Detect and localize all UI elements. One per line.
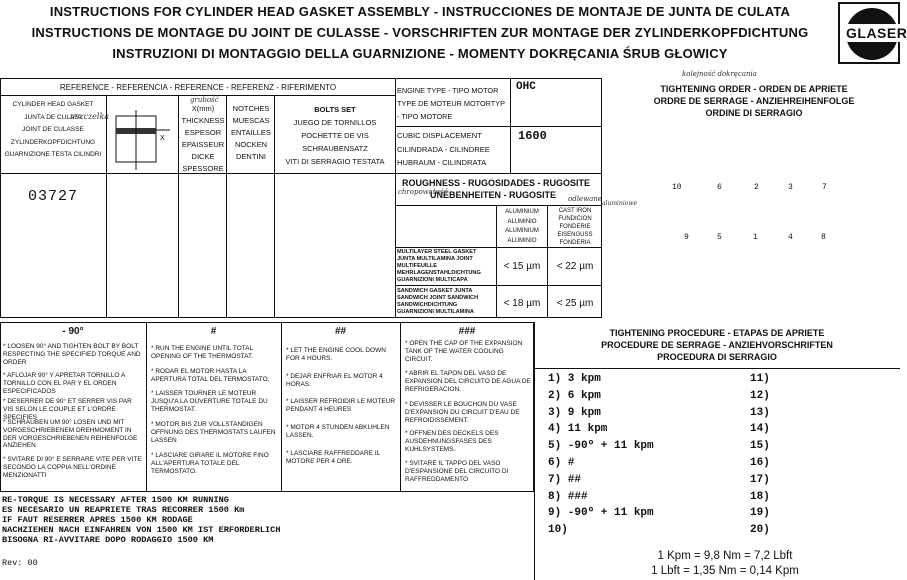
note-col2-item-5: * LASCIARE GIRARE IL MOTORE FINO ALL'APERTURA TOTALE DEL TERMOSTATO. [151, 452, 269, 475]
revision-label: Rev: 00 [2, 558, 38, 568]
procedure-step-9: 9) -90º + 11 kpm [548, 507, 654, 520]
procedure-right-steps [750, 373, 830, 541]
note-col3-item-1: * LET THE ENGINE COOL DOWN FOR 4 HOURS. [286, 347, 386, 362]
cast-iron-label: CAST IRON FUNDICION FONDERIE EISENGUSS FONDERIA [557, 208, 593, 246]
note-col4-title: ### [458, 326, 476, 337]
hand-note-uszczelka: uszczelka [70, 112, 110, 121]
engine-type-value: OHC [516, 81, 536, 93]
note-col2-item-4: * MOTOR BIS ZUR VOLLSTANDIGEN OFFNUNG DES THERMOSTATS LAUFEN LASSEN [151, 421, 276, 444]
multilayer-aluminium-value: < 15 µm [503, 261, 541, 272]
note-col4-item-4: * OFFNEN DES DECKELS DES AUSDEHNUNGSFASES DES KUHLSYSTEMS. [405, 430, 499, 453]
procedure-step-11: 11) [750, 373, 770, 385]
procedure-step-3: 3) 9 kpm [548, 406, 601, 419]
note-col4-item-2: * ABRIR EL TAPON DEL VASO DE EXPANSION DEL CIRCUITO DE AGUA DE REFRIGERACION. [405, 370, 531, 393]
note-col1-item-2: * AFLOJAR 90° Y APRETAR TORNILLO A TORNILLO CON EL PAR Y EL ORDEN ESPECIFICADOS [3, 372, 125, 395]
procedure-step-18: 18) [750, 490, 770, 503]
note-col2-item-1: * RUN THE ENGINE UNTIL TOTAL OPENING OF THE THERMOSTAT. [151, 345, 254, 360]
hand-note-odlewane: odlewane [568, 195, 602, 203]
note-col1-item-1: * LOOSEN 90° AND TIGHTEN BOLT BY BOLT RESPECTING THE SPECIFIED TORQUE AND ORDER [3, 343, 141, 366]
displacement-value: 1600 [518, 129, 547, 143]
conversion-line-1: 1 Kpm = 9,8 Nm = 7,2 Lbft [657, 550, 793, 562]
sandwich-castiron-value: < 25 µm [556, 298, 594, 309]
header-line-3: INSTRUZIONI DI MONTAGGIO DELLA GUARNIZIONE - MOMENTY DOKRĘCANIA ŚRUB GŁOWICY [112, 46, 728, 61]
note-col2-item-3: * LAISSER TOURNER LE MOTEUR JUSQU'A LA OUVERTURE TOTALE DU THERMOSTAT. [151, 390, 268, 413]
procedure-step-8: 8) ### [548, 490, 588, 503]
note-col3-item-4: * MOTOR 4 STUNDEN ABKUHLEN LASSEN. [286, 424, 390, 439]
procedure-left-steps [548, 373, 748, 541]
engine-type-label: ENGINE TYPE - TIPO MOTOR TYPE DE MOTEUR MOTORTYP - TIPO MOTORE [397, 86, 505, 121]
procedure-step-16: 16) [750, 456, 770, 469]
note-col1-item-4: * SCHRAUBEN UM 90° LOSEN UND MIT VORGESCHRIEBENEM DREHMOMENT IN DER VORGESCHRIEBENEN REIHENFOLGE ANZIEHEN [3, 419, 138, 450]
note-col3-title: ## [334, 326, 347, 337]
note-col4-item-3: * DEVISSER LE BOUCHON DU VASE D'EXPANSION DU CIRCUIT D'EAU DE REFROIDISSEMENT. [405, 401, 520, 424]
procedure-step-17: 17) [750, 473, 770, 486]
piston-gasket-icon [110, 110, 174, 170]
conversion-line-2: 1 Lbft = 1,35 Nm = 0,14 Kpm [651, 565, 799, 577]
retorque-text: RE-TORQUE IS NECESSARY AFTER 1500 KM RUNNING ES NECESARIO UN REAPRIETE TRAS RECORRER 1500 Km IF FAUT RESERRER APRES 1500 KM RODAGE NACHZIEHEN NACH EINFAHREN VON 1500 KM IST ERFORDERLICH BISOGNA RI-AVVITARE DOPO RODAGGIO 1500 KM [2, 495, 281, 545]
procedure-step-20: 20) [750, 524, 770, 537]
procedure-step-13: 13) [750, 406, 770, 419]
procedure-step-1: 1) 3 kpm [548, 373, 601, 385]
procedure-step-5: 5) -90º + 11 kpm [548, 440, 654, 453]
gasket-label: CYLINDER HEAD GASKET JUNTA DE CULATA JOINT DE CULASSE ZYLINDERKOPFDICHTUNG GUARNIZIONE TESTA CILINDRI [4, 101, 102, 158]
note-col1-item-3: * DESERRER DE 90° ET SERRER VIS PAR VIS SELON LE COUPLE ET L'ORDRE SPECIFIES [3, 398, 132, 421]
note-col1-title: - 90° [62, 326, 84, 337]
note-col4-item-1: * OPEN THE CAP OF THE EXPANSION TANK OF THE WATER COOLING CIRCUIT. [405, 340, 523, 363]
roughness-subtitle: UNEBENHEITEN - RUGOSITE [430, 190, 557, 200]
procedure-step-4: 4) 11 kpm [548, 423, 608, 436]
tightening-order-title: TIGHTENING ORDER - ORDEN DE APRIETE ORDRE DE SERRAGE - ANZIEHREIHENFOLGE ORDINE DI SERRAGIO [653, 84, 855, 118]
sandwich-label: SANDWICH GASKET JUNTA SANDWICH JOINT SANDWICH SANDWICHDICHTUNG GUARNIZIONI MULTILAMINA [397, 288, 479, 315]
glaser-logo [838, 2, 907, 64]
note-col2-item-2: * RODAR EL MOTOR HASTA LA APERTURA TOTAL DEL TERMOSTATO. [151, 368, 270, 383]
header-line-1: INSTRUCTIONS FOR CYLINDER HEAD GASKET ASSEMBLY - INSTRUCCIONES DE MONTAJE DE JUNTA DE CULATA [49, 4, 791, 19]
procedure-step-6: 6) # [548, 456, 575, 469]
bolts-set-label: BOLTS SET JUEGO DE TORNILLOS POCHETTE DE VIS SCHRAUBENSATZ VITI DI SERRAGIO TESTATA [285, 105, 385, 166]
procedure-step-14: 14) [750, 423, 770, 436]
hand-note-grubosc: grubość [190, 96, 219, 104]
aluminium-label: ALUMINIUM ALUMINIO ALUMINIUM ALUMINIO [505, 209, 539, 244]
hand-note-aluminiowe: aluminiowe [602, 200, 638, 207]
thickness-label: X(mm) THICKNESS ESPESOR EPAISSEUR DICKE SPESSORE [181, 104, 225, 173]
header-line-2: INSTRUCTIONS DE MONTAGE DU JOINT DE CULASSE - VORSCHRIFTEN ZUR MONTAGE DER ZYLINDERKOPFDICHTUNG [31, 25, 809, 40]
procedure-step-15: 15) [750, 440, 770, 453]
procedure-step-12: 12) [750, 389, 770, 402]
reference-value: 03727 [28, 188, 79, 205]
procedure-title: TIGHTENING PROCEDURE - ETAPAS DE APRIETE PROCEDURE DE SERRAGE - ANZIEHVORSCHRIFTEN PROCEDURA DI SERRAGIO [601, 328, 833, 362]
displacement-label: CUBIC DISPLACEMENT CILINDRADA - CILINDREE HUBRAUM - CILINDRATA [397, 131, 490, 167]
procedure-step-19: 19) [750, 507, 770, 520]
hand-note-chropowatosc: chropowatość [398, 188, 448, 196]
multilayer-label: MULTILAYER STEEL GASKET JUNTA MULTILAMINA JOINT MULTIFEUILLE MEHRLAGENSTAHLDICHTUNG GUARNIZIONI MULTICAPA [397, 249, 481, 283]
procedure-step-7: 7) ## [548, 473, 582, 486]
svg-text:X: X [160, 135, 165, 142]
roughness-title: ROUGHNESS - RUGOSIDADES - RUGOSITE [401, 178, 590, 188]
procedure-step-10: 10) [548, 524, 568, 537]
procedure-step-2: 2) 6 kpm [548, 389, 601, 402]
sandwich-aluminium-value: < 18 µm [503, 298, 541, 309]
note-col3-item-3: * LAISSER REFROIDIR LE MOTEUR PENDANT 4 HEURES [286, 398, 396, 413]
note-col1-item-5: * SVITARE DI 90° E SERRARE VITE PER VITE SECONDO LA COPPIA NELL'ORDINE MENZIONATTI [3, 456, 142, 479]
note-col3-item-5: * LASCIARE RAFFREDDARE IL MOTORE PER 4 ORE. [286, 450, 381, 465]
note-col3-item-2: * DEJAR ENFRIAR EL MOTOR 4 HORAS. [286, 373, 383, 388]
logo-text: GLASER [846, 25, 907, 41]
notches-label: NOTCHES MUESCAS ENTAILLES NOCKEN DENTINI [231, 104, 271, 161]
note-col2-title: # [210, 326, 217, 337]
multilayer-castiron-value: < 22 µm [556, 261, 594, 272]
note-col4-item-5: * SVITARE IL TAPPO DEL VASO D'ESPANSIONE DEL CIRCUITO DI RAFFREDDAMENTO [405, 460, 509, 483]
reference-title: REFERENCE - REFERENCIA - REFERENCE - REFERENZ - RIFERIMENTO [59, 83, 337, 92]
hand-note-kolejnosc: kolejność dokręcania [682, 70, 757, 78]
